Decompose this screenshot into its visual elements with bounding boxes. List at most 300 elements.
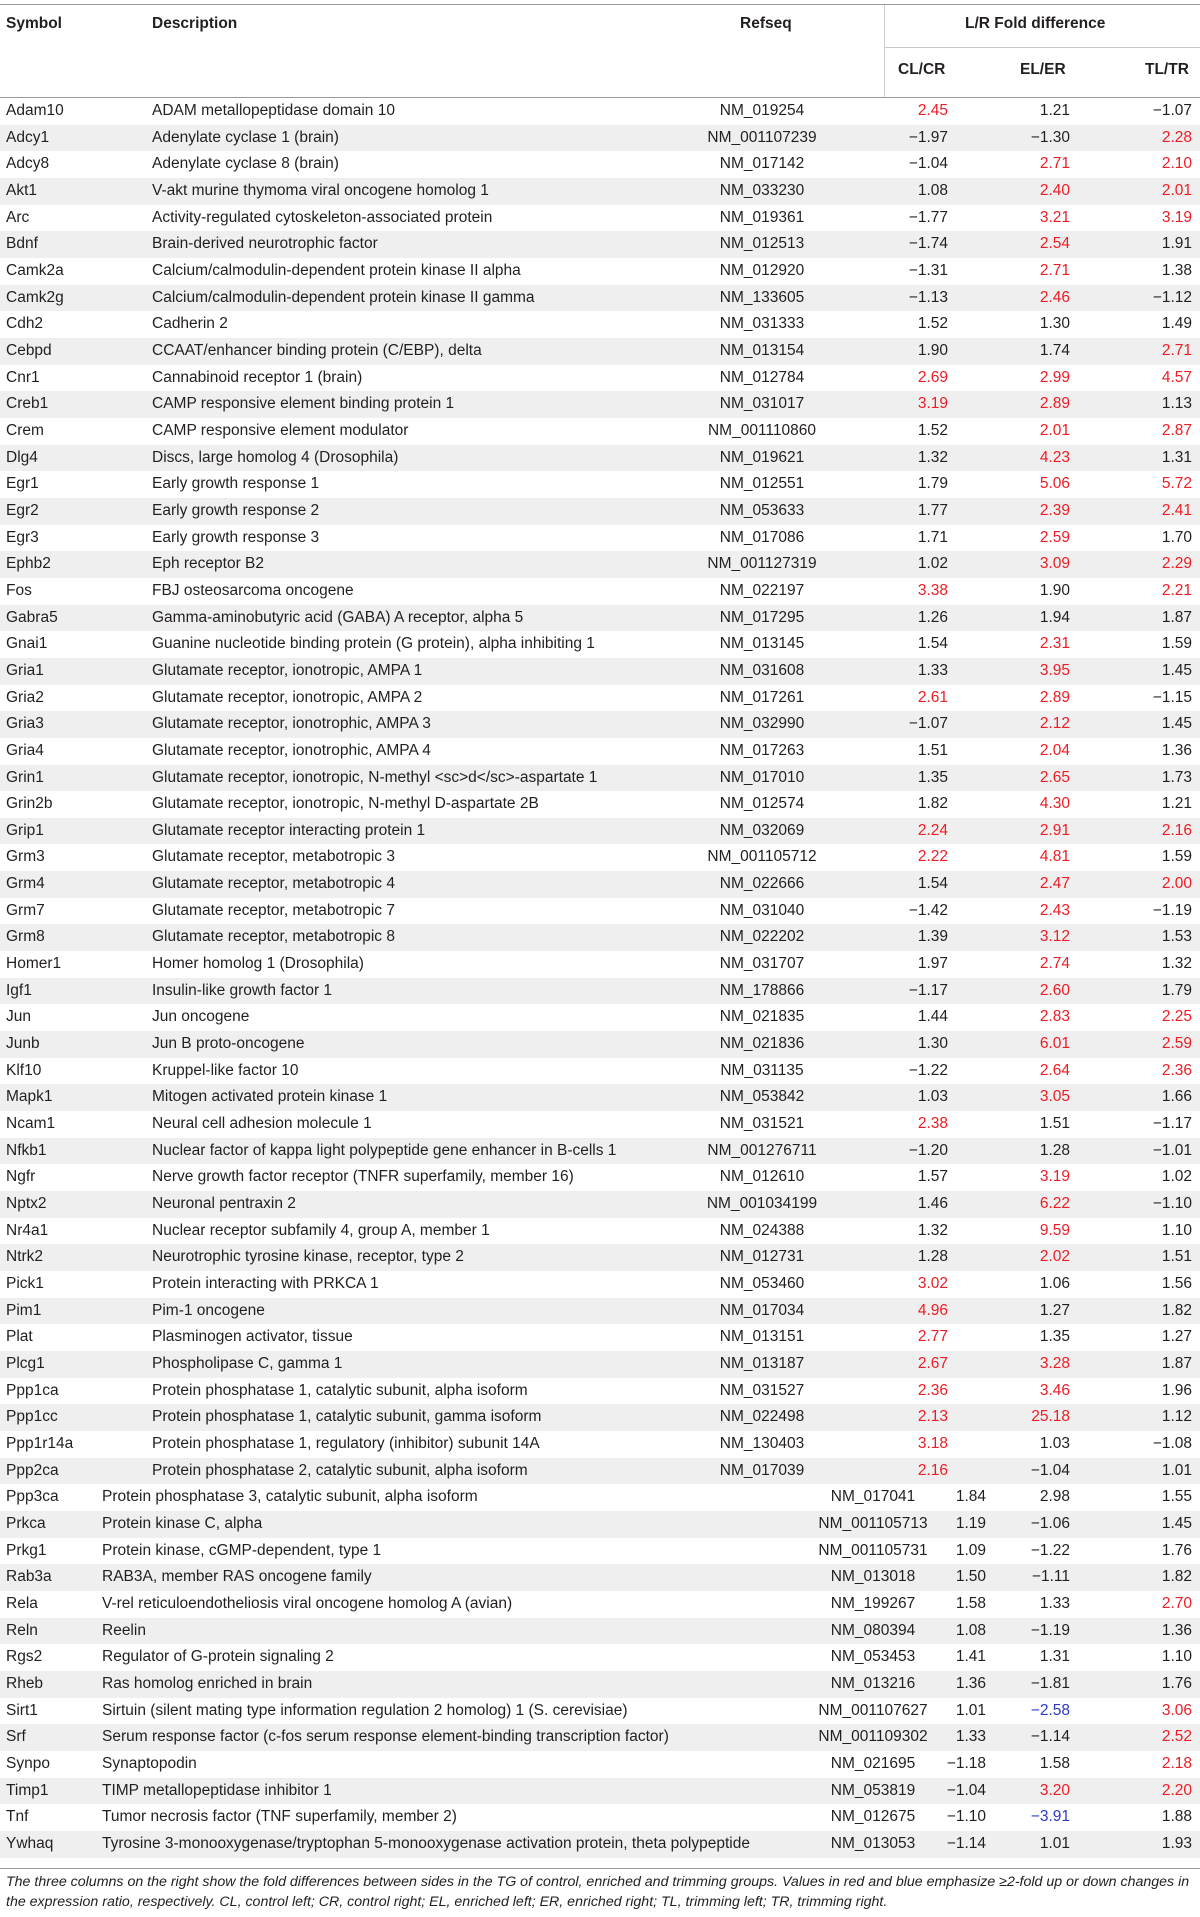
- header-divider-left: [884, 5, 885, 97]
- table-row: [0, 445, 1200, 472]
- cell-cl-cr: 1.57: [917, 1168, 948, 1186]
- cell-refseq: NM_130403: [719, 1435, 805, 1452]
- cell-refseq: NM_001105712: [707, 848, 817, 866]
- table-row: [0, 818, 1200, 845]
- table-row: [0, 1698, 1200, 1725]
- cell-description: Protein phosphatase 2, catalytic subunit, alpha isoform: [152, 1461, 528, 1479]
- table-row: [0, 418, 1200, 445]
- cell-refseq: NM_013154: [719, 341, 805, 359]
- cell-symbol: Synpo: [6, 1754, 50, 1772]
- cell-symbol: Sirt1: [6, 1701, 38, 1719]
- cell-symbol: Fos: [6, 581, 32, 599]
- cell-el-er: 1.51: [1039, 1115, 1070, 1133]
- cell-el-er: −1.14: [1030, 1728, 1070, 1746]
- cell-cl-cr: 1.33: [955, 1728, 986, 1746]
- cell-cl-cr: 4.96: [917, 1301, 948, 1319]
- cell-description: V-akt murine thymoma viral oncogene homolog 1: [152, 181, 489, 199]
- table-row: [0, 711, 1200, 738]
- cell-cl-cr: 1.52: [917, 421, 948, 439]
- cell-symbol: Igf1: [6, 981, 32, 999]
- cell-tl-tr: 1.59: [1161, 635, 1192, 653]
- cell-cl-cr: 1.77: [917, 501, 948, 519]
- cell-cl-cr: 1.08: [955, 1621, 986, 1639]
- cell-symbol: Grip1: [6, 821, 44, 839]
- cell-cl-cr: −1.77: [908, 208, 948, 226]
- cell-tl-tr: 2.20: [1161, 1781, 1192, 1799]
- cell-el-er: 1.58: [1039, 1754, 1070, 1772]
- cell-el-er: 3.12: [1039, 928, 1070, 946]
- table-row: [0, 1618, 1200, 1645]
- cell-el-er: 2.98: [1039, 1488, 1070, 1506]
- cell-cl-cr: 1.33: [917, 661, 948, 679]
- table-row: [0, 951, 1200, 978]
- table-row: [0, 605, 1200, 632]
- cell-refseq: NM_031040: [719, 901, 805, 919]
- cell-symbol: Tnf: [6, 1808, 29, 1826]
- cell-symbol: Bdnf: [6, 235, 38, 253]
- cell-description: Glutamate receptor, metabotropic 8: [152, 928, 395, 946]
- cell-tl-tr: 1.36: [1161, 1621, 1192, 1639]
- table-bottom-rule: [0, 1868, 1200, 1869]
- cell-el-er: 2.65: [1039, 768, 1070, 786]
- cell-cl-cr: −1.31: [908, 261, 948, 279]
- cell-el-er: 1.21: [1039, 102, 1070, 119]
- cell-tl-tr: −1.12: [1152, 288, 1192, 306]
- cell-description: Sirtuin (silent mating type information regulation 2 homolog) 1 (S. cerevisiae): [102, 1701, 628, 1719]
- cell-tl-tr: 1.93: [1161, 1834, 1192, 1852]
- cell-tl-tr: 1.31: [1161, 448, 1192, 466]
- cell-cl-cr: 1.26: [917, 608, 948, 626]
- cell-refseq: NM_012610: [719, 1168, 805, 1186]
- cell-tl-tr: 1.10: [1161, 1648, 1192, 1666]
- cell-el-er: 4.30: [1039, 795, 1070, 813]
- cell-description: CCAAT/enhancer binding protein (C/EBP), delta: [152, 341, 482, 359]
- cell-refseq: NM_013216: [830, 1674, 916, 1692]
- cell-el-er: −3.91: [1030, 1808, 1070, 1826]
- cell-symbol: Pim1: [6, 1301, 42, 1319]
- cell-symbol: Prkg1: [6, 1541, 47, 1559]
- cell-description: Early growth response 3: [152, 528, 320, 546]
- cell-description: TIMP metallopeptidase inhibitor 1: [102, 1781, 332, 1799]
- cell-description: Glutamate receptor, ionotropic, N-methyl D-aspartate 2B: [152, 795, 539, 813]
- cell-refseq: NM_032069: [719, 821, 805, 839]
- cell-symbol: Klf10: [6, 1061, 42, 1079]
- cell-refseq: NM_013053: [830, 1834, 916, 1852]
- cell-refseq: NM_012513: [719, 235, 805, 253]
- cell-tl-tr: 2.41: [1161, 501, 1192, 519]
- cell-description: Nerve growth factor receptor (TNFR superfamily, member 16): [152, 1168, 574, 1186]
- cell-symbol: Homer1: [6, 955, 62, 973]
- cell-cl-cr: 3.18: [917, 1435, 948, 1452]
- cell-cl-cr: 1.82: [917, 795, 948, 813]
- cell-refseq: NM_053819: [830, 1781, 916, 1799]
- cell-refseq: NM_031017: [719, 395, 805, 413]
- cell-description: Early growth response 2: [152, 501, 320, 519]
- cell-cl-cr: 1.84: [955, 1488, 986, 1506]
- table-row: [0, 578, 1200, 605]
- cell-tl-tr: −1.15: [1152, 688, 1192, 706]
- cell-refseq: NM_013151: [719, 1328, 805, 1346]
- cell-description: Regulator of G-protein signaling 2: [102, 1648, 334, 1666]
- cell-refseq: NM_024388: [719, 1221, 805, 1239]
- table-top-rule: [0, 4, 1200, 5]
- cell-el-er: 2.99: [1039, 368, 1070, 386]
- table-row: [0, 1138, 1200, 1165]
- cell-description: Calcium/calmodulin-dependent protein kinase II gamma: [152, 288, 535, 306]
- cell-description: Glutamate receptor, ionotrophic, AMPA 3: [152, 715, 431, 733]
- cell-tl-tr: 5.72: [1161, 475, 1192, 493]
- cell-description: FBJ osteosarcoma oncogene: [152, 581, 354, 599]
- table-row: [0, 1271, 1200, 1298]
- header-cl-cr: CL/CR: [898, 61, 946, 78]
- cell-el-er: 2.83: [1039, 1008, 1070, 1026]
- cell-description: Protein kinase, cGMP-dependent, type 1: [102, 1541, 382, 1559]
- cell-tl-tr: 1.45: [1161, 1514, 1192, 1532]
- cell-tl-tr: 1.91: [1161, 235, 1192, 253]
- cell-symbol: Camk2a: [6, 261, 64, 279]
- cell-tl-tr: 1.82: [1161, 1301, 1192, 1319]
- cell-symbol: Akt1: [6, 181, 38, 199]
- cell-description: Protein phosphatase 1, catalytic subunit, gamma isoform: [152, 1408, 542, 1426]
- cell-description: Reelin: [102, 1621, 146, 1639]
- cell-refseq: NM_017295: [719, 608, 805, 626]
- cell-refseq: NM_001109302: [818, 1728, 928, 1746]
- cell-tl-tr: 4.57: [1161, 368, 1192, 386]
- table-row: [0, 1191, 1200, 1218]
- cell-cl-cr: 1.08: [917, 181, 948, 199]
- cell-description: Ras homolog enriched in brain: [102, 1674, 313, 1692]
- cell-tl-tr: 1.36: [1161, 741, 1192, 759]
- table-row: [0, 551, 1200, 578]
- cell-refseq: NM_031527: [719, 1381, 805, 1399]
- cell-description: Glutamate receptor, ionotrophic, AMPA 4: [152, 741, 431, 759]
- cell-el-er: 1.30: [1039, 315, 1070, 333]
- cell-symbol: Camk2g: [6, 288, 64, 306]
- header-lr-fold-difference: L/R Fold difference: [965, 15, 1106, 32]
- cell-description: Glutamate receptor, ionotropic, AMPA 2: [152, 688, 423, 706]
- cell-el-er: 3.28: [1039, 1355, 1070, 1373]
- cell-symbol: Gnai1: [6, 635, 48, 653]
- table-row: [0, 258, 1200, 285]
- cell-cl-cr: 1.52: [917, 315, 948, 333]
- cell-refseq: NM_053633: [719, 501, 805, 519]
- cell-description: Protein phosphatase 1, regulatory (inhibitor) subunit 14A: [152, 1435, 540, 1452]
- cell-description: Adenylate cyclase 1 (brain): [152, 128, 339, 146]
- cell-cl-cr: −1.97: [908, 128, 948, 146]
- cell-refseq: NM_012784: [719, 368, 805, 386]
- cell-description: Neurotrophic tyrosine kinase, receptor, type 2: [152, 1248, 464, 1266]
- cell-cl-cr: 1.35: [917, 768, 948, 786]
- cell-tl-tr: 2.70: [1161, 1594, 1192, 1612]
- cell-el-er: −1.11: [1031, 1568, 1070, 1586]
- cell-symbol: Ncam1: [6, 1115, 56, 1133]
- cell-refseq: NM_178866: [719, 981, 805, 999]
- cell-symbol: Cebpd: [6, 341, 52, 359]
- cell-cl-cr: 1.02: [917, 555, 948, 573]
- table-row: [0, 205, 1200, 232]
- cell-cl-cr: −1.10: [946, 1808, 986, 1826]
- cell-symbol: Grin2b: [6, 795, 53, 813]
- cell-symbol: Ephb2: [6, 555, 51, 573]
- cell-refseq: NM_031521: [719, 1115, 805, 1133]
- cell-cl-cr: 2.38: [917, 1115, 948, 1133]
- cell-refseq: NM_019254: [719, 102, 805, 119]
- cell-tl-tr: −1.08: [1152, 1435, 1192, 1452]
- cell-el-er: 2.60: [1039, 981, 1070, 999]
- table-row: [0, 1244, 1200, 1271]
- cell-tl-tr: −1.10: [1152, 1195, 1192, 1213]
- cell-symbol: Egr3: [6, 528, 39, 546]
- cell-tl-tr: 2.28: [1161, 128, 1192, 146]
- cell-tl-tr: 3.19: [1161, 208, 1192, 226]
- cell-tl-tr: −1.17: [1152, 1115, 1192, 1133]
- cell-cl-cr: 1.97: [917, 955, 948, 973]
- table-row: [0, 1431, 1200, 1458]
- cell-el-er: 2.43: [1039, 901, 1070, 919]
- cell-symbol: Rela: [6, 1594, 38, 1612]
- cell-cl-cr: 2.67: [917, 1355, 948, 1373]
- cell-tl-tr: 1.45: [1161, 661, 1192, 679]
- cell-description: Brain-derived neurotrophic factor: [152, 235, 378, 253]
- cell-symbol: Grm3: [6, 848, 45, 866]
- cell-el-er: 2.71: [1039, 261, 1070, 279]
- header-el-er: EL/ER: [1020, 61, 1066, 78]
- cell-description: Serum response factor (c-fos serum response element-binding transcription factor): [102, 1728, 669, 1746]
- table-row: [0, 338, 1200, 365]
- cell-refseq: NM_019621: [719, 448, 805, 466]
- cell-description: Protein kinase C, alpha: [102, 1514, 263, 1532]
- cell-refseq: NM_013187: [719, 1355, 805, 1373]
- cell-refseq: NM_053453: [830, 1648, 916, 1666]
- cell-tl-tr: 1.76: [1161, 1674, 1192, 1692]
- cell-el-er: −2.58: [1030, 1701, 1070, 1719]
- cell-refseq: NM_017263: [719, 741, 805, 759]
- cell-el-er: 2.59: [1039, 528, 1070, 546]
- cell-symbol: Gria4: [6, 741, 44, 759]
- table-row: [0, 791, 1200, 818]
- cell-refseq: NM_022666: [719, 875, 805, 893]
- cell-el-er: 3.21: [1039, 208, 1070, 226]
- table-row: [0, 1831, 1200, 1858]
- cell-description: Calcium/calmodulin-dependent protein kinase II alpha: [152, 261, 521, 279]
- cell-symbol: Ppp1r14a: [6, 1435, 74, 1452]
- cell-refseq: NM_080394: [830, 1621, 916, 1639]
- cell-tl-tr: 1.82: [1161, 1568, 1192, 1586]
- cell-symbol: Srf: [6, 1728, 26, 1746]
- cell-refseq: NM_012731: [719, 1248, 805, 1266]
- cell-refseq: NM_033230: [719, 181, 805, 199]
- table-row: [0, 125, 1200, 152]
- cell-tl-tr: 3.06: [1161, 1701, 1192, 1719]
- cell-symbol: Plcg1: [6, 1355, 45, 1373]
- header-symbol: Symbol: [6, 15, 62, 32]
- cell-cl-cr: 1.39: [917, 928, 948, 946]
- table-row: [0, 365, 1200, 392]
- cell-cl-cr: 1.32: [917, 448, 948, 466]
- cell-tl-tr: 1.10: [1161, 1221, 1192, 1239]
- cell-refseq: NM_013018: [830, 1568, 916, 1586]
- cell-el-er: 1.27: [1039, 1301, 1070, 1319]
- cell-refseq: NM_022197: [719, 581, 805, 599]
- table-row: [0, 1084, 1200, 1111]
- cell-symbol: Arc: [6, 208, 30, 226]
- cell-cl-cr: 1.46: [917, 1195, 948, 1213]
- cell-el-er: 2.12: [1039, 715, 1070, 733]
- cell-symbol: Mapk1: [6, 1088, 53, 1106]
- cell-refseq: NM_012551: [719, 475, 805, 493]
- table-row: [0, 1298, 1200, 1325]
- cell-cl-cr: 1.90: [917, 341, 948, 359]
- cell-cl-cr: 2.24: [917, 821, 948, 839]
- cell-description: Phospholipase C, gamma 1: [152, 1355, 343, 1373]
- table-row: [0, 1671, 1200, 1698]
- cell-refseq: NM_001276711: [707, 1141, 817, 1159]
- table-row: [0, 231, 1200, 258]
- cell-tl-tr: 2.18: [1161, 1754, 1192, 1772]
- cell-refseq: NM_133605: [719, 288, 805, 306]
- cell-refseq: NM_001105731: [818, 1541, 928, 1559]
- cell-el-er: 1.31: [1039, 1648, 1070, 1666]
- cell-description: Jun B proto-oncogene: [152, 1035, 305, 1053]
- cell-el-er: 2.64: [1039, 1061, 1070, 1079]
- cell-description: Glutamate receptor, ionotropic, AMPA 1: [152, 661, 423, 679]
- cell-cl-cr: 1.54: [917, 875, 948, 893]
- cell-description: Protein phosphatase 3, catalytic subunit, alpha isoform: [102, 1488, 478, 1506]
- table-row: [0, 1591, 1200, 1618]
- table-footnote: The three columns on the right show the fold differences between sides in the TG of control, enriched and trimming groups. Values in red and blue emphasize ≥2-fold up or down changes in the expression ratio, respectively. CL, control left; CR, control right; EL, enriched left; ER, enriched right; TL, trimming left; TR, trimming right.: [6, 1874, 1190, 1910]
- cell-el-er: 1.03: [1039, 1435, 1070, 1452]
- cell-description: Gamma-aminobutyric acid (GABA) A receptor, alpha 5: [152, 608, 524, 626]
- cell-tl-tr: −1.19: [1152, 901, 1192, 919]
- cell-cl-cr: 1.09: [955, 1541, 986, 1559]
- cell-el-er: 2.54: [1039, 235, 1070, 253]
- table-row: [0, 978, 1200, 1005]
- cell-cl-cr: 1.30: [917, 1035, 948, 1053]
- header-description: Description: [152, 15, 238, 32]
- cell-tl-tr: 2.36: [1161, 1061, 1192, 1079]
- cell-refseq: NM_022202: [719, 928, 805, 946]
- cell-tl-tr: 1.32: [1161, 955, 1192, 973]
- cell-symbol: Timp1: [6, 1781, 49, 1799]
- cell-description: Tyrosine 3-monooxygenase/tryptophan 5-monooxygenase activation protein, theta polypeptide: [102, 1834, 750, 1852]
- cell-description: Insulin-like growth factor 1: [152, 981, 333, 999]
- table-row: [0, 1351, 1200, 1378]
- table-row: [0, 898, 1200, 925]
- cell-symbol: Ntrk2: [6, 1248, 44, 1266]
- cell-cl-cr: 1.51: [917, 741, 948, 759]
- cell-cl-cr: −1.42: [908, 901, 948, 919]
- cell-symbol: Creb1: [6, 395, 49, 413]
- cell-description: Kruppel-like factor 10: [152, 1061, 299, 1079]
- cell-tl-tr: 2.00: [1161, 875, 1192, 893]
- cell-description: Activity-regulated cytoskeleton-associated protein: [152, 208, 493, 226]
- cell-symbol: Nfkb1: [6, 1141, 47, 1159]
- group-header-rule: [884, 47, 1200, 48]
- cell-refseq: NM_021695: [830, 1754, 916, 1772]
- cell-symbol: Jun: [6, 1008, 31, 1026]
- cell-description: V-rel reticuloendotheliosis viral oncogene homolog A (avian): [102, 1594, 513, 1612]
- cell-tl-tr: 2.87: [1161, 421, 1192, 439]
- cell-el-er: −1.04: [1030, 1461, 1070, 1479]
- cell-el-er: 4.81: [1039, 848, 1070, 866]
- cell-el-er: 2.89: [1039, 688, 1070, 706]
- cell-refseq: NM_021835: [719, 1008, 805, 1026]
- cell-el-er: 1.01: [1039, 1834, 1070, 1852]
- cell-refseq: NM_053460: [719, 1275, 805, 1293]
- cell-symbol: Ppp3ca: [6, 1488, 59, 1506]
- cell-refseq: NM_032990: [719, 715, 805, 733]
- cell-tl-tr: 1.02: [1161, 1168, 1192, 1186]
- cell-refseq: NM_199267: [830, 1594, 916, 1612]
- cell-el-er: 3.95: [1039, 661, 1070, 679]
- cell-symbol: Adcy1: [6, 128, 50, 146]
- cell-cl-cr: 1.03: [917, 1088, 948, 1106]
- cell-tl-tr: 2.29: [1161, 555, 1192, 573]
- cell-refseq: NM_017010: [719, 768, 805, 786]
- table-row: [0, 1564, 1200, 1591]
- cell-cl-cr: 2.16: [917, 1461, 948, 1479]
- cell-symbol: Pick1: [6, 1275, 44, 1293]
- cell-cl-cr: 1.50: [955, 1568, 986, 1586]
- cell-cl-cr: 1.01: [955, 1701, 986, 1719]
- table-row: [0, 1004, 1200, 1031]
- cell-tl-tr: 1.66: [1161, 1088, 1192, 1106]
- cell-refseq: NM_031135: [720, 1061, 804, 1079]
- cell-description: Protein interacting with PRKCA 1: [152, 1275, 379, 1293]
- table-row: [0, 1031, 1200, 1058]
- cell-symbol: Adam10: [6, 102, 64, 119]
- cell-symbol: Rab3a: [6, 1568, 52, 1586]
- table-row: [0, 471, 1200, 498]
- cell-description: Glutamate receptor, metabotropic 4: [152, 875, 395, 893]
- cell-cl-cr: −1.07: [908, 715, 948, 733]
- cell-tl-tr: 1.51: [1161, 1248, 1192, 1266]
- cell-tl-tr: 1.45: [1161, 715, 1192, 733]
- cell-description: Tumor necrosis factor (TNF superfamily, member 2): [102, 1808, 457, 1826]
- table-row: [0, 98, 1200, 125]
- cell-refseq: NM_031707: [719, 955, 805, 973]
- cell-el-er: 3.05: [1039, 1088, 1070, 1106]
- cell-el-er: 6.22: [1039, 1195, 1070, 1213]
- cell-symbol: Cdh2: [6, 315, 44, 333]
- cell-tl-tr: 1.53: [1161, 928, 1192, 946]
- cell-symbol: Ngfr: [6, 1168, 36, 1186]
- cell-refseq: NM_021836: [719, 1035, 805, 1053]
- cell-symbol: Gria2: [6, 688, 44, 706]
- table-row: [0, 658, 1200, 685]
- cell-el-er: 2.47: [1039, 875, 1070, 893]
- cell-symbol: Rgs2: [6, 1648, 43, 1666]
- cell-description: Glutamate receptor, metabotropic 7: [152, 901, 395, 919]
- cell-description: CAMP responsive element modulator: [152, 421, 409, 439]
- cell-tl-tr: 1.70: [1161, 528, 1192, 546]
- cell-symbol: Egr1: [6, 475, 39, 493]
- cell-tl-tr: 1.87: [1161, 1355, 1192, 1373]
- cell-tl-tr: 1.88: [1161, 1808, 1192, 1826]
- cell-cl-cr: 1.71: [917, 528, 948, 546]
- cell-description: Glutamate receptor, metabotropic 3: [152, 848, 395, 866]
- cell-description: Plasminogen activator, tissue: [152, 1328, 353, 1346]
- cell-el-er: 2.71: [1039, 155, 1070, 173]
- cell-el-er: 1.28: [1039, 1141, 1070, 1159]
- cell-symbol: Ywhaq: [6, 1834, 54, 1852]
- cell-el-er: 2.02: [1039, 1248, 1070, 1266]
- cell-symbol: Crem: [6, 421, 44, 439]
- cell-refseq: NM_019361: [719, 208, 805, 226]
- cell-el-er: 1.94: [1039, 608, 1070, 626]
- cell-symbol: Ppp2ca: [6, 1461, 59, 1479]
- cell-refseq: NM_012920: [719, 261, 805, 279]
